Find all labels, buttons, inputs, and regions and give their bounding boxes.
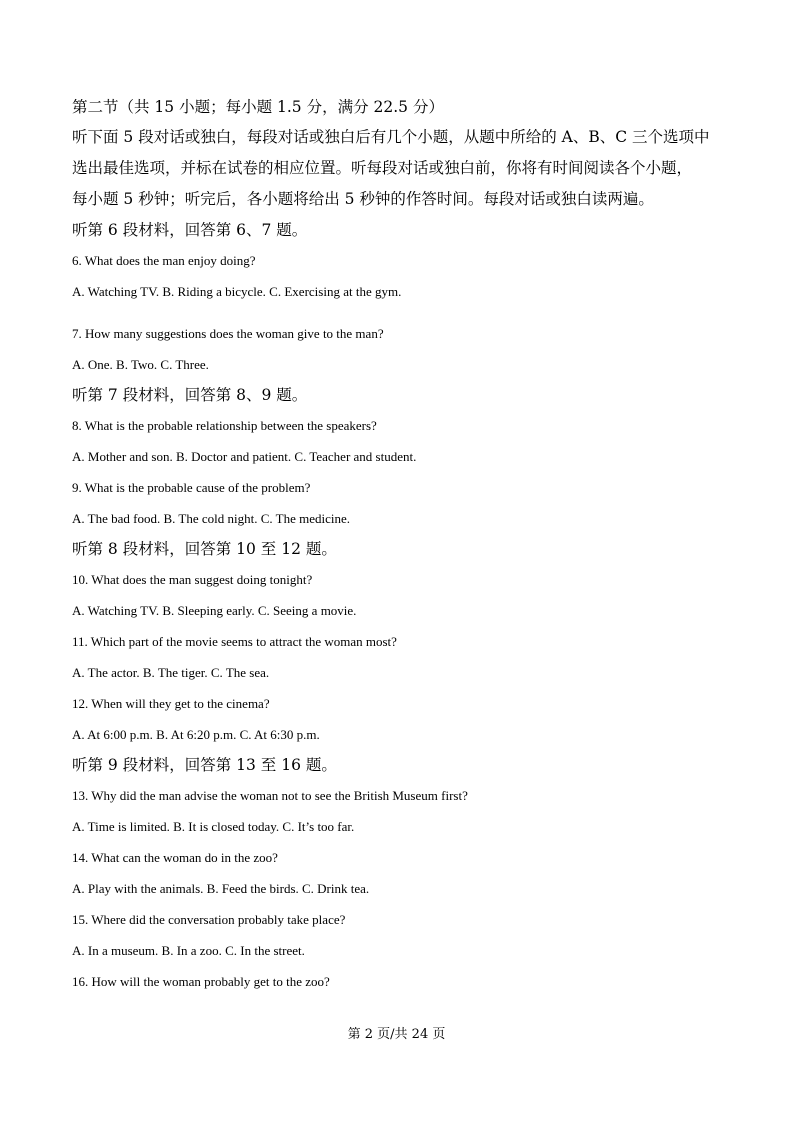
instruction-line: 每小题 5 秒钟；听完后，各小题将给出 5 秒钟的作答时间。每段对话或独白读两遍。 bbox=[72, 190, 654, 208]
question-text: 10. What does the man suggest doing tonight? bbox=[72, 572, 313, 587]
question-options: A. Watching TV. B. Riding a bicycle. C. Exercising at the gym. bbox=[72, 284, 402, 299]
question-options: A. At 6:00 p.m. B. At 6:20 p.m. C. At 6:30 p.m. bbox=[72, 727, 320, 742]
material-heading: 听第 6 段材料，回答第 6、7 题。 bbox=[72, 221, 308, 239]
material-heading: 听第 9 段材料，回答第 13 至 16 题。 bbox=[72, 756, 337, 774]
question-options: A. Time is limited. B. It is closed today. C. It’s too far. bbox=[72, 819, 355, 834]
question-text: 6. What does the man enjoy doing? bbox=[72, 253, 256, 268]
question-text: 15. Where did the conversation probably take place? bbox=[72, 912, 346, 927]
question-text: 9. What is the probable cause of the problem? bbox=[72, 480, 311, 495]
question-text: 12. When will they get to the cinema? bbox=[72, 696, 270, 711]
question-text: 13. Why did the man advise the woman not to see the British Museum first? bbox=[72, 788, 468, 803]
material-heading: 听第 8 段材料，回答第 10 至 12 题。 bbox=[72, 540, 337, 558]
material-heading: 听第 7 段材料，回答第 8、9 题。 bbox=[72, 386, 308, 404]
section-heading: 第二节（共 15 小题；每小题 1.5 分，满分 22.5 分） bbox=[72, 98, 444, 116]
question-text: 7. How many suggestions does the woman give to the man? bbox=[72, 326, 384, 341]
page-number: 第 2 页/共 24 页 bbox=[347, 1027, 446, 1042]
question-options: A. The bad food. B. The cold night. C. The medicine. bbox=[72, 511, 351, 526]
instruction-line: 听下面 5 段对话或独白，每段对话或独白后有几个小题，从题中所给的 A、B、C 三个选项中 bbox=[72, 128, 710, 146]
question-text: 11. Which part of the movie seems to attract the woman most? bbox=[72, 634, 397, 649]
question-options: A. Mother and son. B. Doctor and patient. C. Teacher and student. bbox=[72, 449, 417, 464]
question-options: A. Play with the animals. B. Feed the birds. C. Drink tea. bbox=[72, 881, 370, 896]
question-text: 8. What is the probable relationship between the speakers? bbox=[72, 418, 377, 433]
page-content bbox=[72, 92, 722, 997]
section-instructions bbox=[72, 122, 722, 215]
question-options: A. One. B. Two. C. Three. bbox=[72, 357, 209, 372]
question-text: 16. How will the woman probably get to the zoo? bbox=[72, 974, 330, 989]
question-options: A. The actor. B. The tiger. C. The sea. bbox=[72, 665, 270, 680]
question-text: 14. What can the woman do in the zoo? bbox=[72, 850, 278, 865]
instruction-line: 选出最佳选项，并标在试卷的相应位置。听每段对话或独白前，你将有时间阅读各个小题， bbox=[72, 159, 693, 177]
question-options: A. In a museum. B. In a zoo. C. In the street. bbox=[72, 943, 305, 958]
question-options: A. Watching TV. B. Sleeping early. C. Seeing a movie. bbox=[72, 603, 357, 618]
